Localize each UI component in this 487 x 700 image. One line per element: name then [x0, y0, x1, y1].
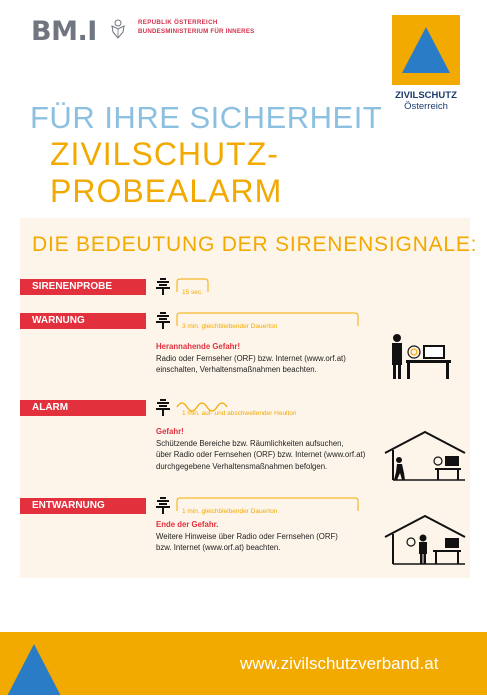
zivilschutz-country: Österreich: [404, 101, 448, 112]
signal-label-sirenenprobe: SIRENENPROBE: [20, 279, 146, 295]
person-entering-house-illustration: [383, 428, 467, 482]
desc-line: einschalten, Verhaltensmaßnahmen beachten.: [156, 365, 317, 374]
eagle-icon: [110, 18, 126, 40]
ministry-name: [138, 18, 255, 36]
headline: Gefahr!: [156, 427, 184, 436]
headline-primary: FÜR IHRE SICHERHEIT: [30, 100, 383, 135]
desc-line: Schützende Bereiche bzw. Räumlichkeiten aufsuchen,: [156, 438, 344, 448]
signal-label-alarm: ALARM: [20, 400, 146, 416]
website-link[interactable]: www.zivilschutzverband.at: [240, 654, 439, 673]
zivilschutz-name: ZIVILSCHUTZ: [395, 90, 457, 101]
desc-line: über Radio oder Fernsehen (ORF) bzw. Internet (www.orf.at): [156, 450, 366, 459]
person-at-home-illustration: [383, 512, 467, 566]
signal-note-entwarnung: 1 min. gleichbleibender Dauerton: [182, 508, 278, 515]
desc-line: Radio oder Fernseher (ORF) bzw. Internet (www.orf.at): [156, 353, 346, 363]
headline: Ende der Gefahr.: [156, 520, 219, 529]
ministry-line1: REPUBLIK ÖSTERREICH: [138, 19, 218, 26]
signal-desc-entwarnung: [156, 519, 338, 554]
person-watching-tv-illustration: [383, 330, 453, 382]
bmi-logo: BM.I: [31, 16, 97, 47]
triangle-logo-icon: [0, 632, 70, 695]
signal-desc-alarm: [156, 426, 365, 472]
desc-line: bzw. Internet (www.orf.at) beachten.: [156, 543, 281, 552]
signal-note-alarm: 1 min. auf- und abschwellender Heulton: [182, 410, 297, 417]
panel-title: DIE BEDEUTUNG DER SIRENENSIGNALE:: [32, 233, 478, 256]
desc-line: Weitere Hinweise über Radio oder Fernsehen (ORF): [156, 531, 338, 541]
signal-label-entwarnung: ENTWARNUNG: [20, 498, 146, 514]
signal-desc-warnung: [156, 341, 346, 376]
signal-note-sirenenprobe: 15 sec.: [182, 289, 203, 296]
zivilschutz-logo: [392, 15, 460, 85]
signal-label-warnung: WARNUNG: [20, 313, 146, 329]
ministry-line2: BUNDESMINISTERIUM FÜR INNERES: [138, 28, 255, 35]
signal-note-warnung: 3 min. gleichbleibender Dauerton: [182, 323, 278, 330]
desc-line: durchgegebene Verhaltensmaßnahmen befolgen.: [156, 461, 328, 471]
headline-secondary: ZIVILSCHUTZ-PROBEALARM: [50, 136, 283, 209]
headline: Herannahende Gefahr!: [156, 342, 241, 351]
triangle-logo-icon: [392, 15, 460, 85]
